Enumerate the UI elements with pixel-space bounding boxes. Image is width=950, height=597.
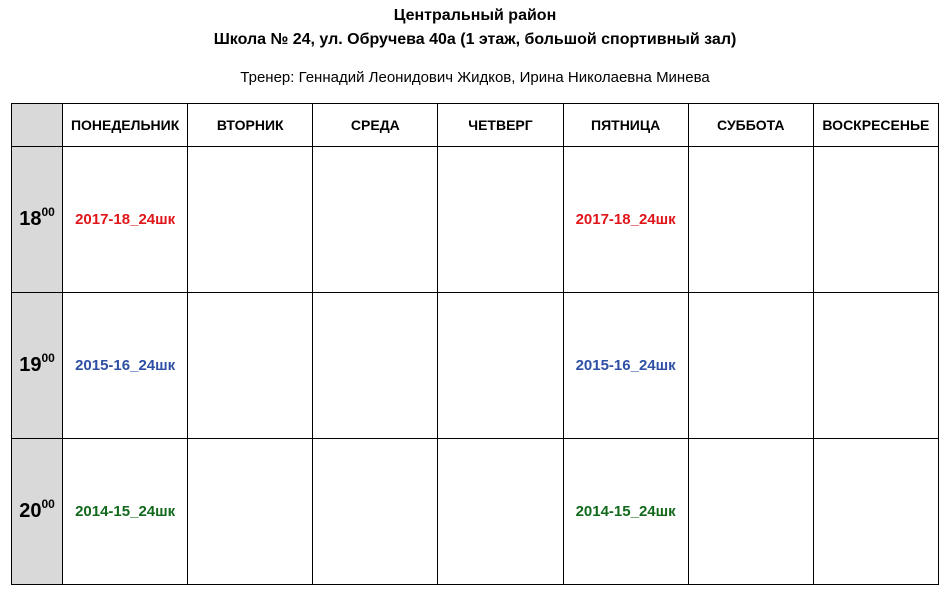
schedule-cell: 2014-15_24шк bbox=[563, 439, 688, 585]
schedule-cell bbox=[813, 147, 938, 293]
schedule-cell: 2017-18_24шк bbox=[63, 147, 188, 293]
time-hour: 19 bbox=[19, 354, 42, 376]
schedule-cell bbox=[438, 293, 563, 439]
district-title: Центральный район bbox=[393, 7, 557, 24]
schedule-cell bbox=[313, 439, 438, 585]
time-label bbox=[12, 439, 63, 585]
time-hour: 18 bbox=[19, 208, 42, 230]
day-header-monday: ПОНЕДЕЛЬНИК bbox=[63, 104, 188, 147]
day-header-wednesday: СРЕДА bbox=[313, 104, 438, 147]
time-label bbox=[12, 293, 63, 439]
time-slot-row bbox=[12, 147, 939, 293]
schedule-cell bbox=[688, 147, 813, 293]
time-minutes: 00 bbox=[41, 497, 55, 511]
day-header-friday: ПЯТНИЦА bbox=[563, 104, 688, 147]
schedule-cell: 2015-16_24шк bbox=[63, 293, 188, 439]
time-slot-row bbox=[12, 293, 939, 439]
school-title: Школа № 24, ул. Обручева 40а (1 этаж, большой спортивный зал) bbox=[213, 31, 737, 48]
schedule-cell bbox=[438, 439, 563, 585]
schedule-table bbox=[11, 103, 939, 585]
time-label bbox=[12, 147, 63, 293]
coach-line: Тренер: Геннадий Леонидович Жидков, Ирина Николаевна Минева bbox=[240, 69, 710, 86]
time-slot-row bbox=[12, 439, 939, 585]
corner-cell bbox=[12, 104, 63, 147]
schedule-cell bbox=[313, 293, 438, 439]
schedule-cell bbox=[813, 293, 938, 439]
schedule-cell bbox=[688, 293, 813, 439]
schedule-cell bbox=[438, 147, 563, 293]
schedule-cell bbox=[313, 147, 438, 293]
schedule-cell bbox=[188, 293, 313, 439]
time-hour: 20 bbox=[19, 500, 42, 522]
schedule-cell: 2014-15_24шк bbox=[63, 439, 188, 585]
day-header-saturday: СУББОТА bbox=[688, 104, 813, 147]
schedule-cell bbox=[688, 439, 813, 585]
day-header-row bbox=[12, 104, 939, 147]
schedule-cell bbox=[813, 439, 938, 585]
schedule-cell bbox=[188, 147, 313, 293]
day-header-tuesday: ВТОРНИК bbox=[188, 104, 313, 147]
day-header-sunday: ВОСКРЕСЕНЬЕ bbox=[813, 104, 938, 147]
time-minutes: 00 bbox=[41, 205, 55, 219]
schedule-cell bbox=[188, 439, 313, 585]
schedule-cell: 2015-16_24шк bbox=[563, 293, 688, 439]
day-header-thursday: ЧЕТВЕРГ bbox=[438, 104, 563, 147]
time-minutes: 00 bbox=[41, 351, 55, 365]
schedule-cell: 2017-18_24шк bbox=[563, 147, 688, 293]
